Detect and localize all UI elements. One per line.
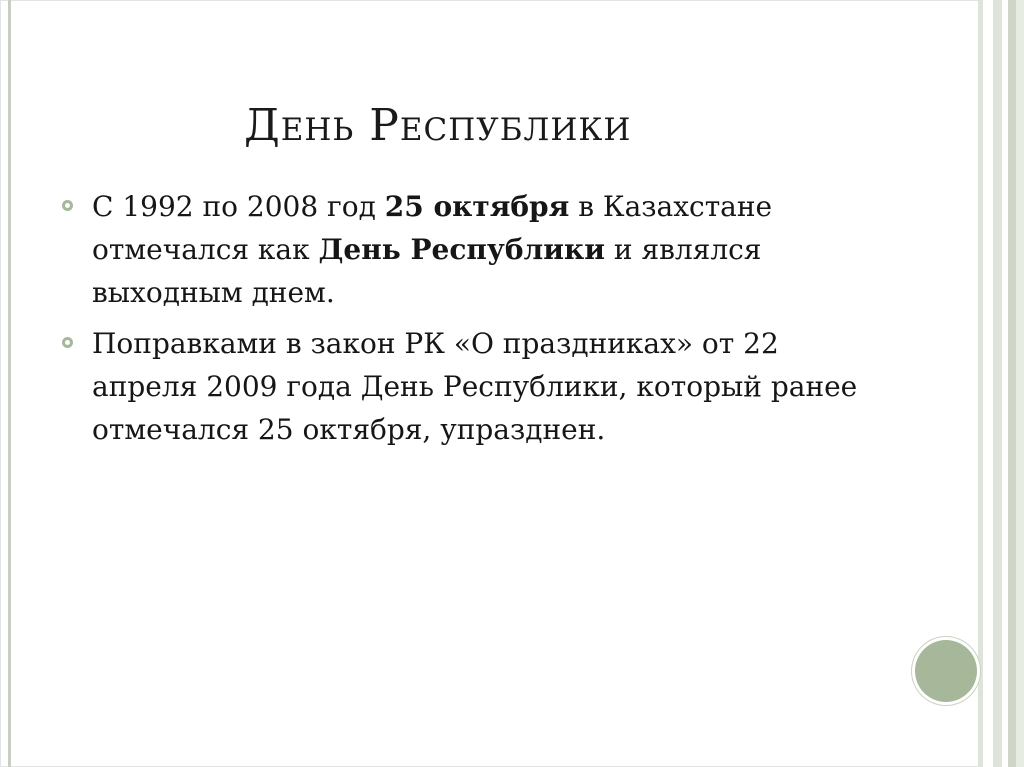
right-decorative-stripes [978, 0, 1024, 767]
stripe [983, 0, 993, 767]
bullet-text-part: в Казахстане отмечался как [92, 190, 773, 266]
bullet-item [62, 185, 862, 314]
ring-bullet-icon [62, 200, 73, 211]
left-border-rule [8, 0, 11, 767]
bullet-list [62, 185, 862, 459]
stripe [993, 0, 1002, 767]
bullet-text-part: и являлся выходным днем. [92, 233, 762, 309]
bullet-text: Поправками в закон РК «О праздниках» от 22 апреля 2009 года День Республики, который ранее отмечался 25 октября, упразднен. [92, 327, 858, 446]
bullet-item [62, 322, 862, 451]
stripe [1016, 0, 1024, 767]
stripe [1008, 0, 1016, 767]
slide-title: День Республики [244, 100, 632, 151]
bold-date: 25 октября [384, 190, 570, 223]
ring-bullet-icon [62, 337, 73, 348]
decorative-circle [915, 640, 977, 702]
bullet-text [92, 190, 772, 309]
bold-holiday-name: День Республики [318, 233, 605, 266]
bullet-text-part: С 1992 по 2008 год [92, 190, 385, 223]
